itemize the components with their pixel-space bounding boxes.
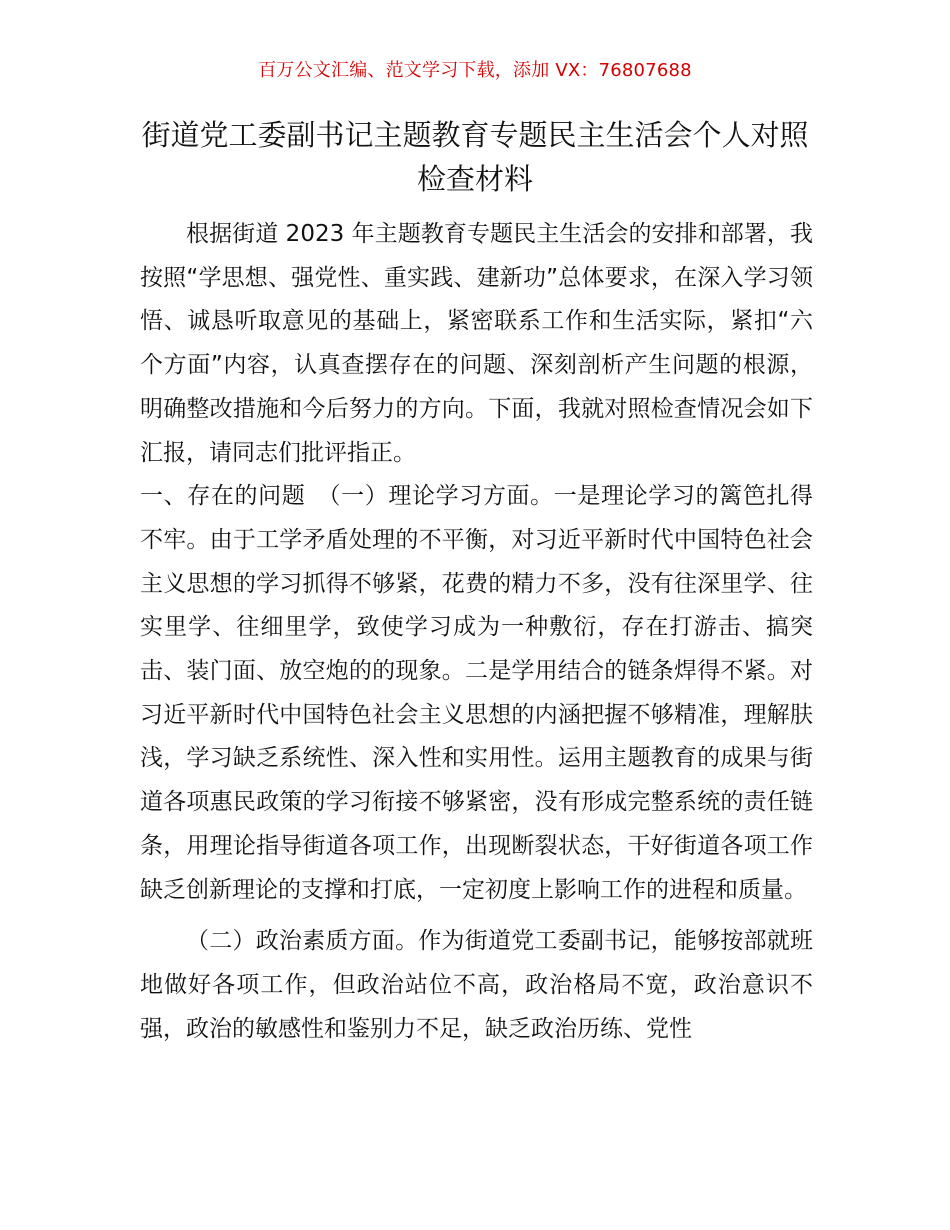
promo-header-note: 百万公文汇编、范文学习下载，添加 VX：76807688 [258, 60, 692, 81]
paragraph-intro: 根据街道 2023 年主题教育专题民主生活会的安排和部署，我按照“学思想、强党性、重实践、建新功”总体要求，在深入学习领悟、诚恳听取意见的基础上，紧密联系工作和生活实际，紧扣“六个方面”内容，认真查摆存在的问题、深刻剖析产生问题的根源，明确整改措施和今后努力的方向。下面，我就对照检查情况会如下汇报，请同志们批评指正。 [140, 221, 813, 466]
paragraph-political-quality: （二）政治素质方面。作为街道党工委副书记，能够按部就班地做好各项工作，但政治站位不高，政治格局不宽，政治意识不强，政治的敏感性和鉴别力不足，缺乏政治历练、党性 [140, 928, 813, 1042]
paragraph-section-one: 一、存在的问题 （一）理论学习方面。一是理论学习的篱笆扎得不牢。由于工学矛盾处理的不平衡，对习近平新时代中国特色社会主义思想的学习抓得不够紧，花费的精力不多，没有往深里学、往实里学、往细里学，致使学习成为一种敷衍，存在打游击、搞突击、装门面、放空炮的的现象。二是学用结合的链条焊得不紧。对习近平新时代中国特色社会主义思想的内涵把握不够精准，理解肤浅，学习缺乏系统性、深入性和实用性。运用主题教育的成果与街道各项惠民政策的学习衔接不够紧密，没有形成完整系统的责任链条，用理论指导街道各项工作，出现断裂状态，干好街道各项工作缺乏创新理论的支撑和打底，一定初度上影响工作的进程和质量。 [140, 483, 813, 903]
document-body [140, 213, 813, 1051]
document-title: 街道党工委副书记主题教育专题民主生活会个人对照检查材料 [141, 118, 809, 196]
